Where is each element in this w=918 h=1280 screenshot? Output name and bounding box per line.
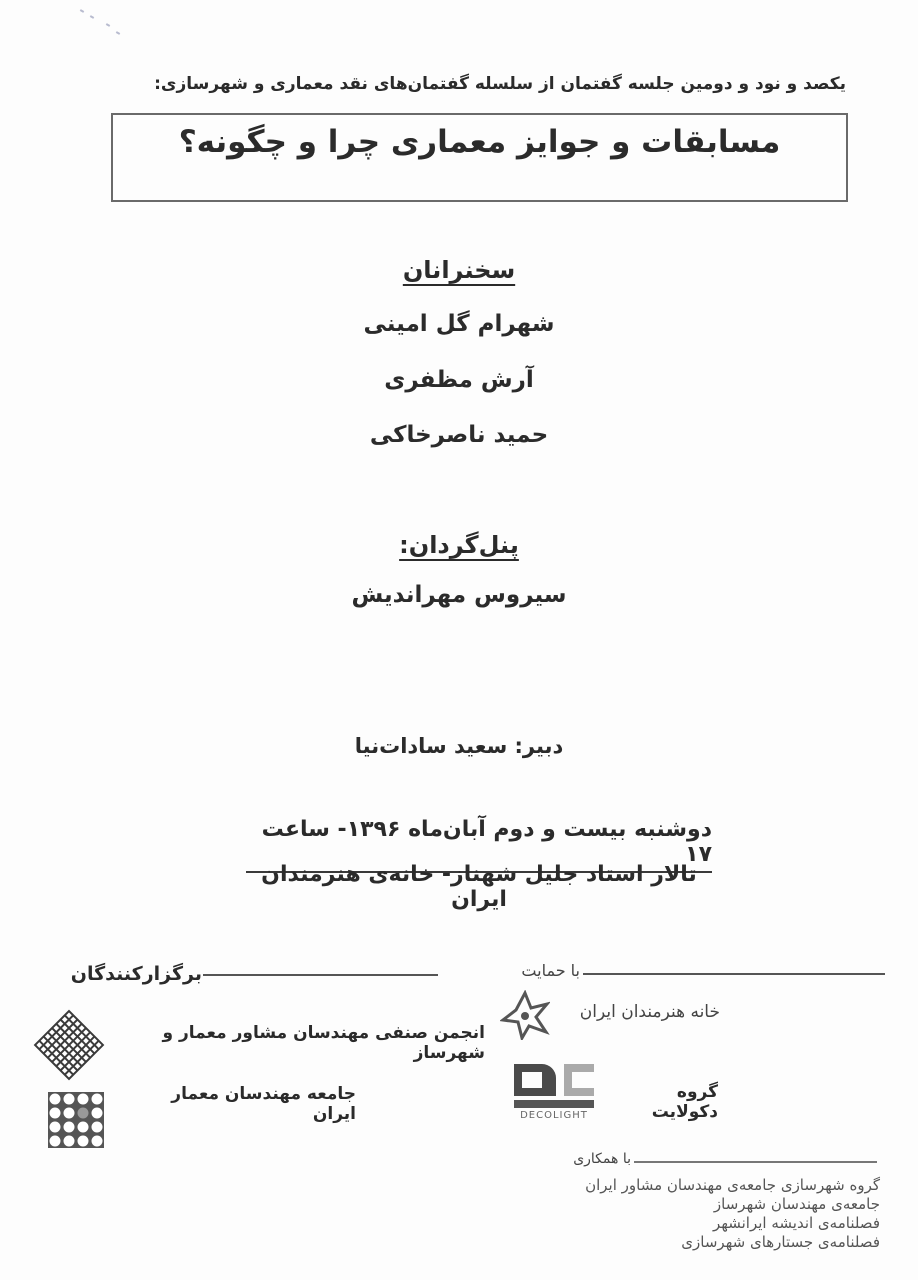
support-rule (583, 973, 885, 975)
speakers-heading: سخنرانان (402, 256, 516, 284)
speaker-name: آرش مظفری (384, 367, 534, 393)
date-time: دوشنبه بیست و دوم آبان‌ماه ۱۳۹۶- ساعت ۱۷ (246, 817, 712, 873)
series-line: یکصد و نود و دومین جلسه گفتمان از سلسله گفتمان‌های نقد معماری و شهرسازی: (154, 74, 846, 94)
collaborator-name: گروه شهرسازی جامعه‌ی مهندسان مشاور ایران (585, 1176, 880, 1194)
secretary-line: دبیر: سعید سادات‌نیا (354, 734, 564, 758)
venue: تالار استاد جلیل شهناز- خانه‌ی هنرمندان ایران (261, 862, 697, 912)
decolight-logo (512, 1062, 596, 1134)
support-heading: با حمایت (521, 961, 580, 980)
moderator-name: سیروس مهراندیش (351, 582, 567, 608)
collaboration-rule (634, 1161, 877, 1163)
circle-grid-logo (48, 1092, 104, 1148)
organizers-heading: برگزارکنندگان (70, 963, 202, 985)
support-name: گروه دکولایت (651, 1082, 718, 1122)
star-logo (500, 990, 550, 1040)
collaboration-list (560, 1176, 880, 1252)
speaker-name: شهرام گل امینی (363, 311, 555, 337)
organizer-name: جامعه مهندسان معمار ایران (171, 1084, 356, 1124)
organizers-rule (203, 974, 438, 976)
organizer-name: انجمن صنفی مهندسان مشاور معمار و شهرساز (162, 1023, 485, 1063)
collaborator-name: فصلنامه‌ی اندیشه ایرانشهر (713, 1214, 880, 1232)
support-name: خانه هنرمندان ایران (579, 1002, 720, 1022)
speaker-name: حمید ناصرخاکی (369, 422, 549, 448)
collaborator-name: فصلنامه‌ی جستارهای شهرسازی (681, 1233, 880, 1251)
collaboration-heading: با همکاری (573, 1151, 631, 1167)
page-title: مسابقات و جوایز معماری چرا و چگونه؟ (178, 124, 781, 160)
moderator-heading: پنل‌گردان: (399, 531, 519, 559)
diamond-grid-logo (32, 1008, 106, 1082)
scan-artifact (78, 4, 168, 44)
decolight-logo-text: DECOLIGHT (520, 1110, 588, 1121)
collaborator-name: جامعه‌ی مهندسان شهرساز (713, 1195, 880, 1213)
